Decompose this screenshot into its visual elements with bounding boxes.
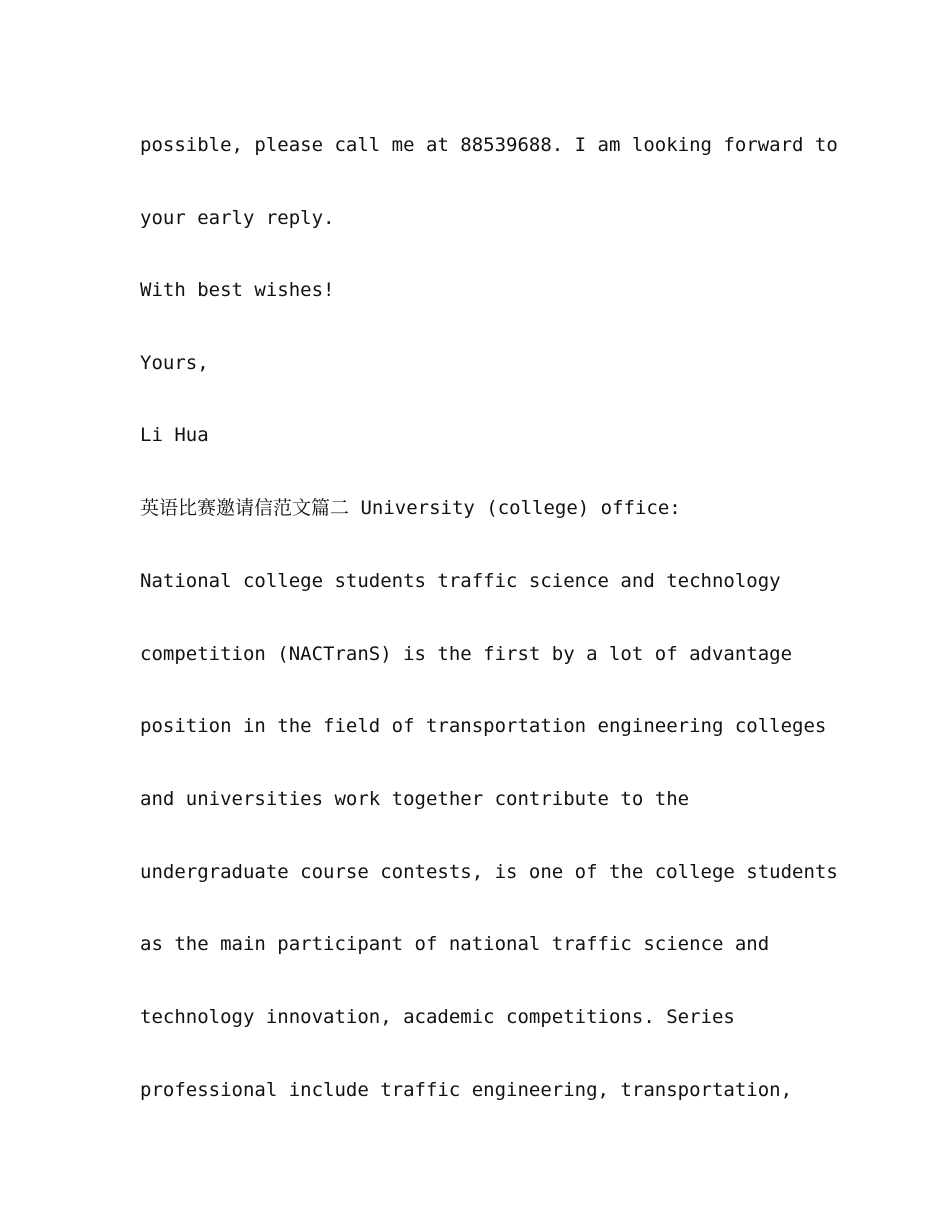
body-text-line: professional include traffic engineering, transportation, xyxy=(140,1079,793,1101)
closing-line: With best wishes! xyxy=(140,279,335,301)
body-text-line: undergraduate course contests, is one of the college students xyxy=(140,861,838,883)
section-heading: 英语比赛邀请信范文篇二 University (college) office: xyxy=(140,497,681,519)
signature-name: Li Hua xyxy=(140,424,209,446)
body-text-line: National college students traffic science and technology xyxy=(140,570,781,592)
body-text-line: technology innovation, academic competitions. Series xyxy=(140,1006,735,1028)
body-text-line: position in the field of transportation engineering colleges xyxy=(140,715,827,737)
body-text-line: competition (NACTranS) is the first by a lot of advantage xyxy=(140,643,793,665)
body-text-line: as the main participant of national traffic science and xyxy=(140,933,770,955)
body-text-line: possible, please call me at 88539688. I am looking forward to xyxy=(140,134,838,156)
body-text-line: your early reply. xyxy=(140,207,335,229)
valediction: Yours, xyxy=(140,352,209,374)
body-text-line: and universities work together contribute to the xyxy=(140,788,690,810)
